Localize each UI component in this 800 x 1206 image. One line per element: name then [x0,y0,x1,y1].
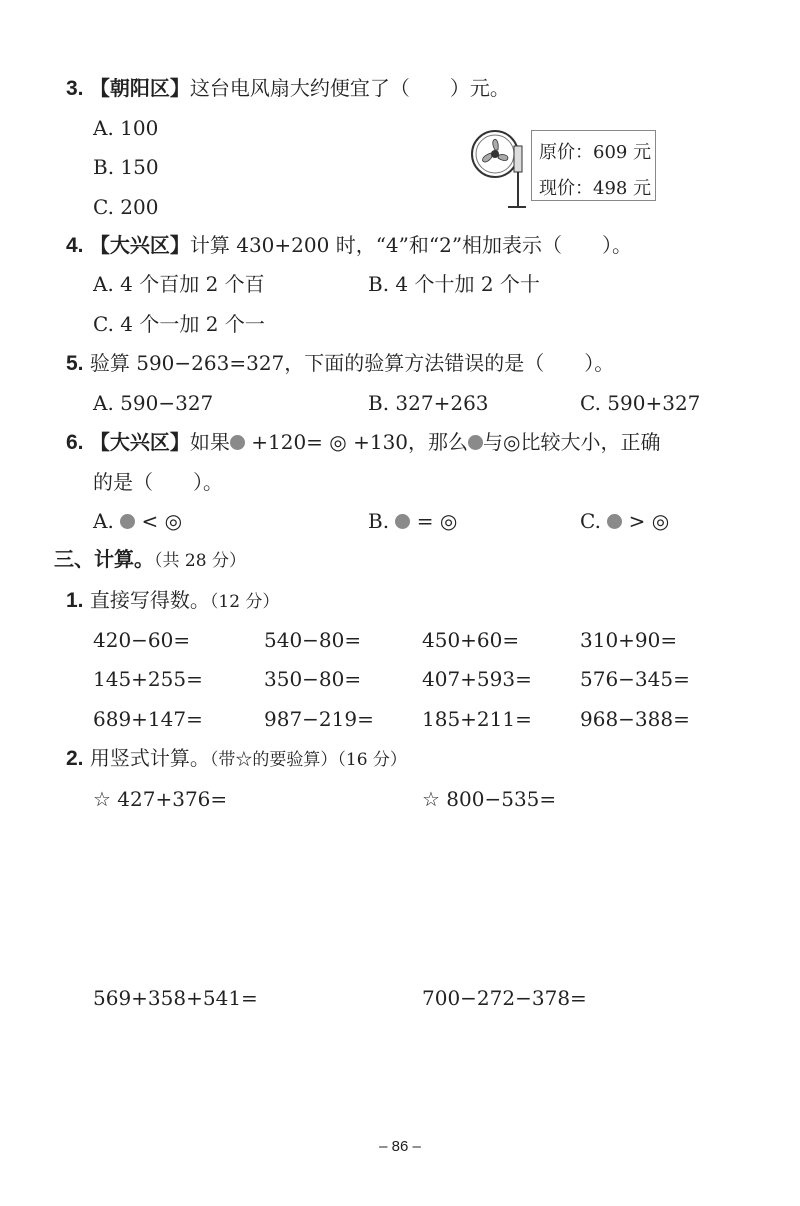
q3-tag: 【朝阳区】 [89,76,190,100]
vertical-calc-problem: 700−272−378= [422,986,587,1010]
calc-cell: 185+211= [422,707,532,731]
electric-fan-illustration [470,128,528,210]
gray-dot-icon [230,435,245,450]
s3q2-line [66,746,407,772]
q6-option-c-symbol: > ◎ [628,509,670,533]
q5-option-a: A. 590−327 [93,391,214,415]
s3q1-score: （12 分） [209,592,280,612]
q3-option-a: A. 100 [93,116,159,140]
calc-cell: 968−388= [580,707,690,731]
q6-option-c [580,509,669,533]
s3q2-note: （带☆的要验算）（16 分） [209,750,407,770]
q3-option-b: B. 150 [93,155,159,179]
original-price: 原价：609 元 [539,142,652,163]
calc-cell: 420−60= [93,628,191,652]
q6-text-c: 与◎比较大小，正确 [483,430,661,454]
vertical-calc-problem: ☆ 800−535= [422,787,557,811]
calc-cell: 450+60= [422,628,520,652]
calc-cell: 310+90= [580,628,678,652]
calc-cell: 576−345= [580,667,690,691]
q4-number: 4. [66,234,84,257]
calc-cell: 540−80= [264,628,362,652]
vertical-calc-problem: ☆ 427+376= [93,787,228,811]
q6-text-a: 如果 [189,430,230,454]
current-price: 现价：498 元 [539,178,652,199]
q5-option-c: C. 590+327 [580,391,701,415]
s3q2-text: 用竖式计算。 [89,746,210,770]
q3-number: 3. [66,77,84,100]
q6-line2: 的是（ ）。 [93,470,223,494]
q6-option-a [93,509,182,533]
q4-option-a: A. 4 个百加 2 个百 [93,272,265,296]
q3-line [66,76,510,101]
gray-dot-icon [395,514,410,529]
s3q1-number: 1. [66,589,84,612]
q5-option-b: B. 327+263 [368,391,489,415]
q4-option-b: B. 4 个十加 2 个十 [368,272,540,296]
q3-option-c: C. 200 [93,195,159,219]
gray-dot-icon [607,514,622,529]
gray-dot-icon [120,514,135,529]
calc-cell: 145+255= [93,667,203,691]
calc-cell: 407+593= [422,667,532,691]
q5-text: 验算 590−263=327，下面的验算方法错误的是（ ）。 [89,351,615,375]
gray-dot-icon [468,435,483,450]
q6-option-b-label: B. [368,509,390,533]
calc-cell: 689+147= [93,707,203,731]
q6-tag: 【大兴区】 [89,430,190,454]
s3q2-number: 2. [66,747,84,770]
q4-tag: 【大兴区】 [89,233,190,257]
section3-score: （共 28 分） [154,551,246,571]
q6-option-c-label: C. [580,509,601,533]
q6-number: 6. [66,431,84,454]
vertical-calc-problem: 569+358+541= [93,986,258,1010]
q4-line [66,233,632,258]
q4-option-c: C. 4 个一加 2 个一 [93,312,265,336]
q5-line [66,351,614,376]
q6-line1 [66,430,660,455]
calc-cell: 350−80= [264,667,362,691]
q4-text: 计算 430+200 时，“4”和“2”相加表示（ ）。 [189,233,633,257]
q6-option-a-symbol: < ◎ [141,509,183,533]
q6-option-b [368,509,457,533]
q3-text: 这台电风扇大约便宜了（ ）元。 [189,76,510,100]
section3-title: 三、计算。 [54,547,154,571]
fan-price-tag [531,130,656,201]
page-number: – 86 – [379,1138,421,1155]
q5-number: 5. [66,352,84,375]
q6-text-b: +120= ◎ +130，那么 [251,430,469,454]
s3q1-text: 直接写得数。 [89,588,210,612]
calc-cell: 987−219= [264,707,374,731]
q6-option-b-symbol: = ◎ [416,509,458,533]
section3-heading [54,547,246,573]
q6-option-a-label: A. [93,509,114,533]
s3q1-line [66,588,279,614]
